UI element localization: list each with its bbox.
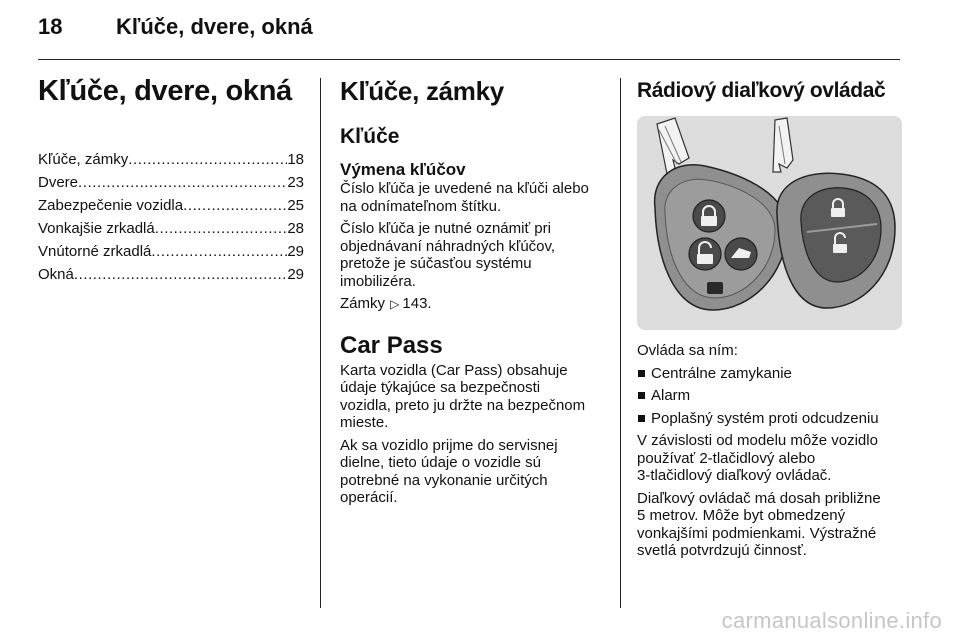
toc-entry-label: Dvere xyxy=(38,174,79,191)
chapter-title: Kľúče, dvere, okná xyxy=(38,75,292,107)
key-order-paragraph: Číslo kľúča je nutné oznámiť pri objednávaní náhradných kľúčov, pretože je súčasťou systému imobilizéra. xyxy=(340,220,556,290)
toc-entry[interactable] xyxy=(38,171,304,194)
section-title: Kľúče, zámky xyxy=(340,76,504,106)
toc-entry[interactable] xyxy=(38,194,304,217)
toc-leader-dots xyxy=(151,240,287,263)
remote-range-paragraph: Diaľkový ovládač má dosah približne 5 metrov. Môže byt obmedzený vonkajšími podmienkami. Výstražné svetlá potvrdzujú činnosť. xyxy=(637,489,881,559)
subsection-title: Kľúče xyxy=(340,125,400,148)
indicator-lamp xyxy=(707,282,723,294)
remote-column xyxy=(637,70,903,565)
page-number: 18 xyxy=(38,14,63,39)
key-number-paragraph: Číslo kľúča je uvedené na kľúči alebo na odnímateľnom štítku. xyxy=(340,180,589,215)
list-item: Alarm xyxy=(637,387,903,405)
header-rule xyxy=(38,59,900,60)
car-pass-paragraph: Karta vozidla (Car Pass) obsahuje údaje týkajúce sa bezpečnosti vozidla, preto ju držte na bezpečnom mieste. xyxy=(340,361,586,431)
list-item: Poplašný systém proti odcudzeniu xyxy=(637,410,903,428)
toc-entry-label: Okná xyxy=(38,266,74,283)
cross-reference-label: Zámky xyxy=(340,295,385,312)
toc-entry[interactable] xyxy=(38,240,304,263)
toc-leader-dots xyxy=(78,171,287,194)
toc-entry-label: Vonkajšie zrkadlá xyxy=(38,220,155,237)
list-item: Centrálne zamykanie xyxy=(637,365,903,383)
toc-entry-label: Vnútorné zrkadlá xyxy=(38,243,152,260)
remote-section-title: Rádiový diaľkový ovládač xyxy=(637,79,886,102)
toc-leader-dots xyxy=(155,217,288,240)
toc-entry-page: 25 xyxy=(287,197,304,214)
toc-entry[interactable] xyxy=(38,263,304,286)
toc-leader-dots xyxy=(74,263,287,286)
site-watermark: carmanualsonline.info xyxy=(721,608,942,633)
function-list xyxy=(637,365,903,428)
replace-keys-heading: Výmena kľúčov xyxy=(340,160,466,179)
toc-list xyxy=(38,148,304,286)
toc-entry-page: 28 xyxy=(287,220,304,237)
column-divider-left xyxy=(320,78,321,608)
service-paragraph: Ak sa vozidlo prijme do servisnej dielne, tieto údaje o vozidle sú potrebné na vykonanie určitých operácií. xyxy=(340,436,558,506)
toc-leader-dots xyxy=(128,148,287,171)
toc-entry-label: Zabezpečenie vozidla xyxy=(38,197,184,214)
keys-column xyxy=(340,70,605,512)
column-divider-right xyxy=(620,78,621,608)
cross-reference-page: 143. xyxy=(402,295,432,312)
toc-entry-page: 23 xyxy=(287,174,304,191)
chapter-toc-column xyxy=(38,70,304,286)
toc-entry-page: 18 xyxy=(287,151,304,168)
toc-entry[interactable] xyxy=(38,217,304,240)
remote-variants-paragraph: V závislosti od modelu môže vozidlo používať 2-tlačidlový alebo 3-tlačidlový diaľkový ovládač. xyxy=(637,432,878,484)
toc-entry-page: 29 xyxy=(287,243,304,260)
toc-entry[interactable] xyxy=(38,148,304,171)
cross-reference-link[interactable] xyxy=(340,295,605,314)
toc-leader-dots xyxy=(183,194,287,217)
reference-arrow-icon: ▷ xyxy=(390,297,400,311)
running-title: Kľúče, dvere, okná xyxy=(116,14,313,39)
car-pass-heading: Car Pass xyxy=(340,331,443,359)
key-fob-illustration xyxy=(637,116,902,330)
toc-entry-label: Kľúče, zámky xyxy=(38,151,129,168)
remote-intro: Ovláda sa ním: xyxy=(637,342,738,359)
toc-entry-page: 29 xyxy=(287,266,304,283)
